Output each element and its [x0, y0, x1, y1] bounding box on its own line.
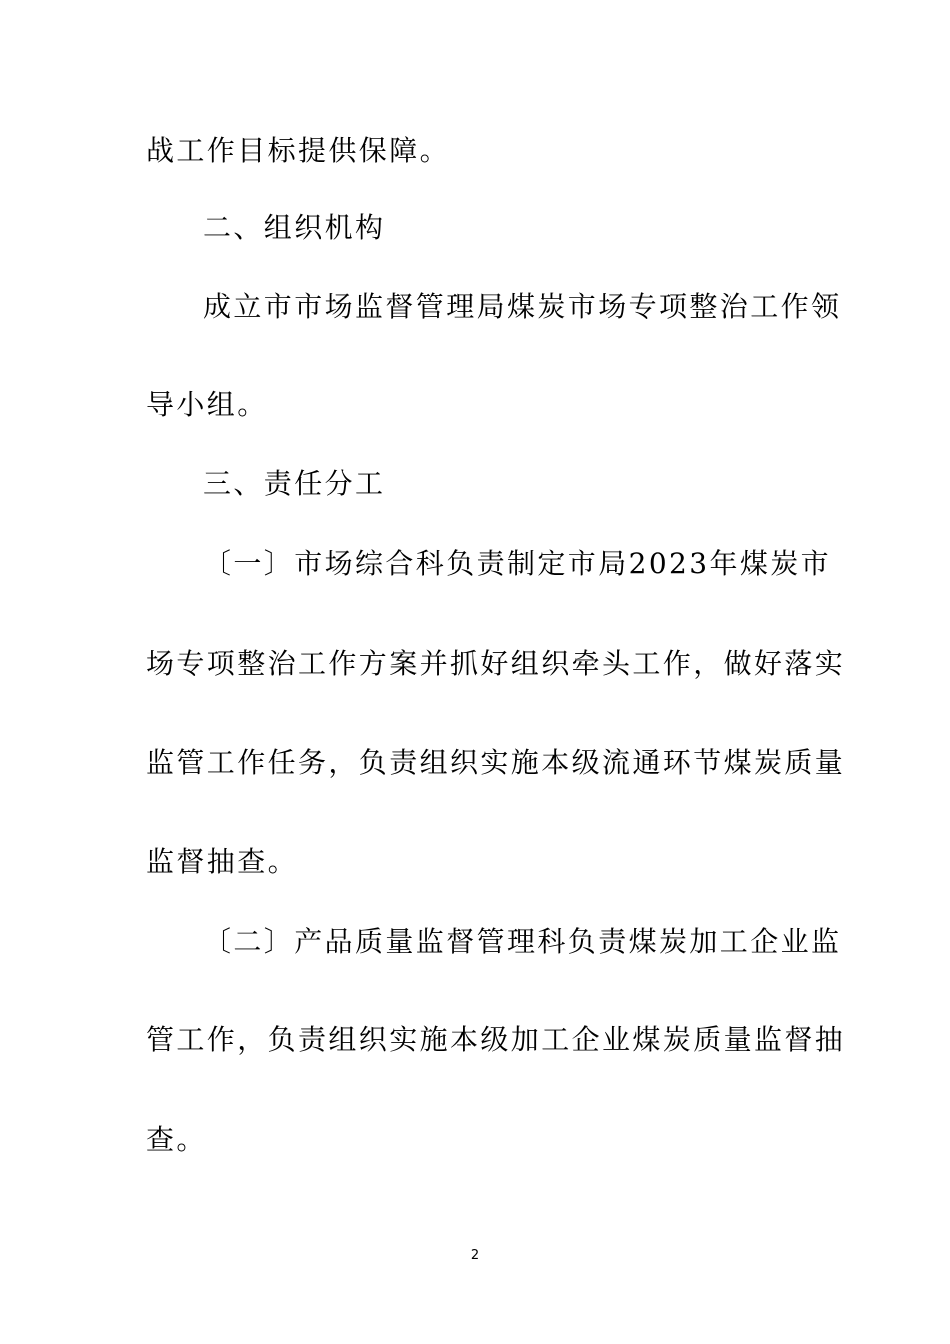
text-line-8: 监管工作任务，负责组织实施本级流通环节煤炭质量 [146, 746, 846, 779]
text-line-3: 成立市市场监督管理局煤炭市场专项整治工作领 [203, 290, 842, 323]
text-line-7: 场专项整治工作方案并抓好组织牵头工作，做好落实 [146, 647, 846, 680]
text-line-11: 管工作，负责组织实施本级加工企业煤炭质量监督抽 [146, 1023, 846, 1056]
text-line-6: 〔一〕市场综合科负责制定市局2023年煤炭市 [203, 547, 832, 580]
text-line-10: 〔二〕产品质量监督管理科负责煤炭加工企业监 [203, 925, 842, 958]
text-line-1: 战工作目标提供保障。 [146, 134, 451, 167]
text-line-9: 监督抽查。 [146, 845, 299, 878]
section-heading-responsibilities: 三、责任分工 [203, 467, 386, 500]
section-heading-organization: 二、组织机构 [203, 211, 386, 244]
page-number: 2 [470, 1248, 480, 1263]
text-line-12: 查。 [146, 1123, 207, 1156]
text-line-4: 导小组。 [146, 388, 268, 421]
